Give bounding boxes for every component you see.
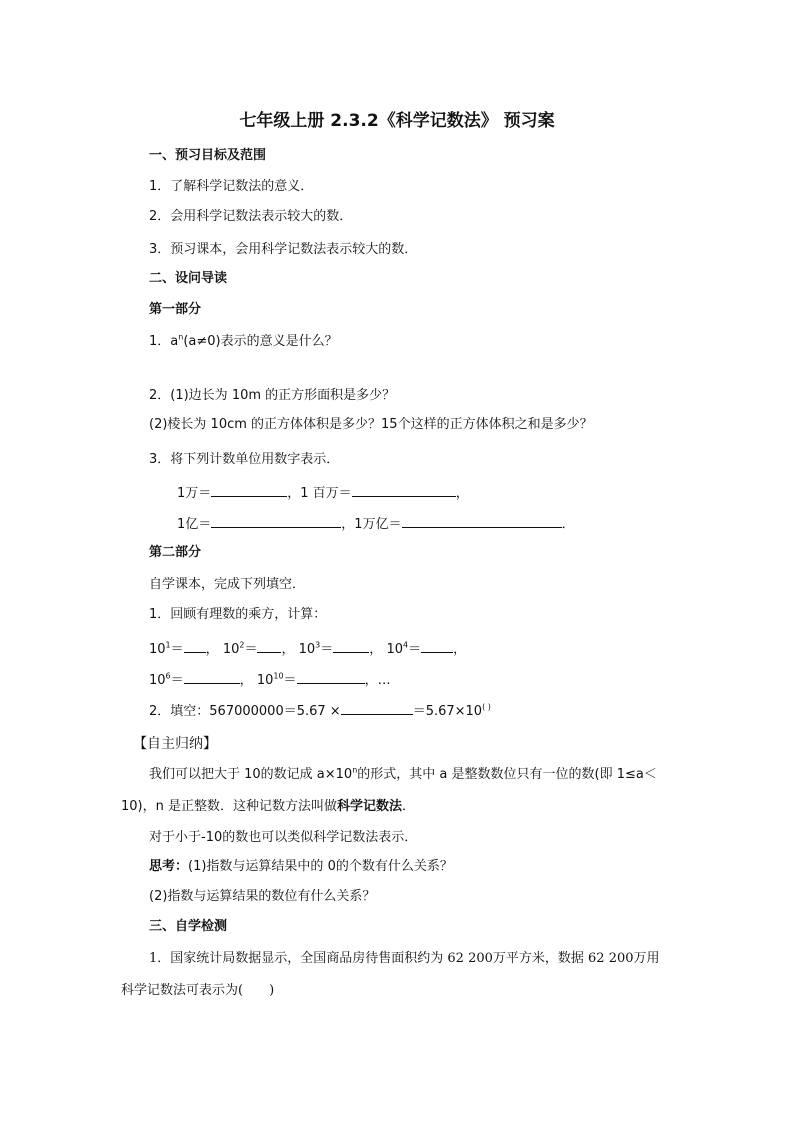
equals: ＝: [170, 673, 184, 688]
induction-exp: n: [352, 765, 358, 775]
equals: ＝: [320, 642, 334, 657]
section-3-heading: 三、自学检测: [149, 919, 228, 934]
induction-title: 【自主归纳】: [133, 736, 217, 752]
key-term: 科学记数法: [337, 799, 403, 814]
question-2b: (2)棱长为 10cm 的正方体体积是多少？15个这样的正方体体积之和是多少？: [149, 417, 593, 432]
pow-base: 10: [222, 642, 240, 657]
wan-blank[interactable]: [211, 482, 287, 497]
equals: ＝: [244, 642, 258, 657]
question-2a: 2．(1)边长为 10m 的正方形面积是多少？: [149, 388, 396, 403]
pow-exp: 1: [165, 640, 171, 650]
part-2-heading: 第二部分: [149, 545, 202, 560]
pow-base: 10: [298, 642, 316, 657]
section-1-heading: 一、预习目标及范围: [149, 148, 267, 163]
part-1-heading: 第一部分: [149, 302, 202, 317]
test-question-1a: 1．国家统计局数据显示，全国商品房待售面积约为 62 200万平方米，数据 62 200万用: [149, 951, 660, 966]
section-2-heading: 二、设问导读: [149, 271, 228, 286]
row2-end: ．: [561, 517, 575, 532]
practice-1: 1．回顾有理数的乘方，计算：: [149, 607, 327, 622]
powers-row-2: [149, 669, 391, 691]
pow6-blank[interactable]: [184, 669, 240, 684]
self-study: 自学课本，完成下列填空．: [149, 577, 306, 592]
induction-text: 10)，n 是正整数．这种记数方法叫做: [121, 799, 337, 814]
unit-row-1: [177, 482, 469, 504]
induction-line-1: [149, 765, 657, 785]
baiwan-label: ，1 百万＝: [287, 486, 352, 501]
q1-prefix: 1．a: [149, 334, 179, 349]
think-line-1: [149, 857, 453, 877]
goal-item-3: 3．预习课本，会用科学记数法表示较大的数．: [149, 242, 418, 257]
q1-text: (a≠0)表示的意义是什么？: [183, 334, 338, 349]
pow-exp: 10: [273, 671, 284, 681]
separator: ，: [281, 642, 295, 657]
goal-item-2: 2．会用科学记数法表示较大的数．: [149, 209, 353, 224]
wanyi-blank[interactable]: [402, 513, 562, 528]
pow-exp: 6: [165, 671, 171, 681]
question-1: [149, 332, 338, 352]
separator: ，: [369, 642, 383, 657]
pow10-blank[interactable]: [297, 669, 365, 684]
think-label: 思考：: [149, 859, 189, 874]
powers-row-1: [149, 638, 466, 660]
row1-end: ，: [455, 486, 469, 501]
induction-end: ．: [402, 799, 416, 814]
equals: ＝: [408, 642, 422, 657]
pow4-blank[interactable]: [421, 638, 453, 653]
yi-label: 1亿＝: [177, 517, 212, 532]
think-question-1: (1)指数与运算结果中的 0的个数有什么关系？: [188, 859, 453, 874]
wan-label: 1万＝: [177, 486, 212, 501]
page-title: 七年级上册 2.3.2《科学记数法》 预习案: [239, 111, 555, 131]
pow-exp: 2: [239, 640, 245, 650]
think-line-2: (2)指数与运算结果的数位有什么关系？: [149, 889, 376, 904]
practice-2: [149, 700, 491, 722]
ellipsis: ，…: [364, 673, 391, 688]
p2-prefix: 2．填空：567000000＝5.67 ×: [149, 704, 341, 719]
separator: ，: [205, 642, 219, 657]
induction-line-2: [121, 797, 415, 817]
p2-blank[interactable]: [341, 700, 413, 715]
yi-blank[interactable]: [211, 513, 341, 528]
pow-exp: 4: [402, 640, 409, 650]
pow-base: 10: [149, 642, 166, 657]
separator: ，: [453, 642, 467, 657]
induction-text: 我们可以把大于 10的数记成 a×10: [149, 767, 353, 782]
equals: ＝: [170, 642, 184, 657]
p2-middle: ＝5.67×10: [412, 704, 483, 719]
pow-base: 10: [386, 642, 403, 657]
test-question-1b: 科学记数法可表示为( ): [121, 983, 275, 998]
q1-exponent: n: [178, 332, 184, 342]
goal-item-1: 1．了解科学记数法的意义．: [149, 179, 314, 194]
wanyi-label: ，1万亿＝: [341, 517, 402, 532]
pow1-blank[interactable]: [184, 638, 206, 653]
separator: ，: [239, 673, 253, 688]
pow-base: 10: [256, 673, 274, 688]
unit-row-2: [177, 513, 575, 535]
question-3: 3．将下列计数单位用数字表示．: [149, 452, 340, 467]
pow2-blank[interactable]: [257, 638, 281, 653]
induction-text: 的形式，其中 a 是整数数位只有一位的数(即 1≤a＜: [357, 767, 657, 782]
equals: ＝: [283, 673, 297, 688]
pow3-blank[interactable]: [333, 638, 369, 653]
baiwan-blank[interactable]: [352, 482, 456, 497]
induction-line-3: 对于小于-10的数也可以类似科学记数法表示．: [149, 830, 418, 845]
pow-base: 10: [149, 673, 166, 688]
pow-exp: 3: [315, 640, 321, 650]
p2-exponent-blank: ( ): [482, 702, 491, 712]
